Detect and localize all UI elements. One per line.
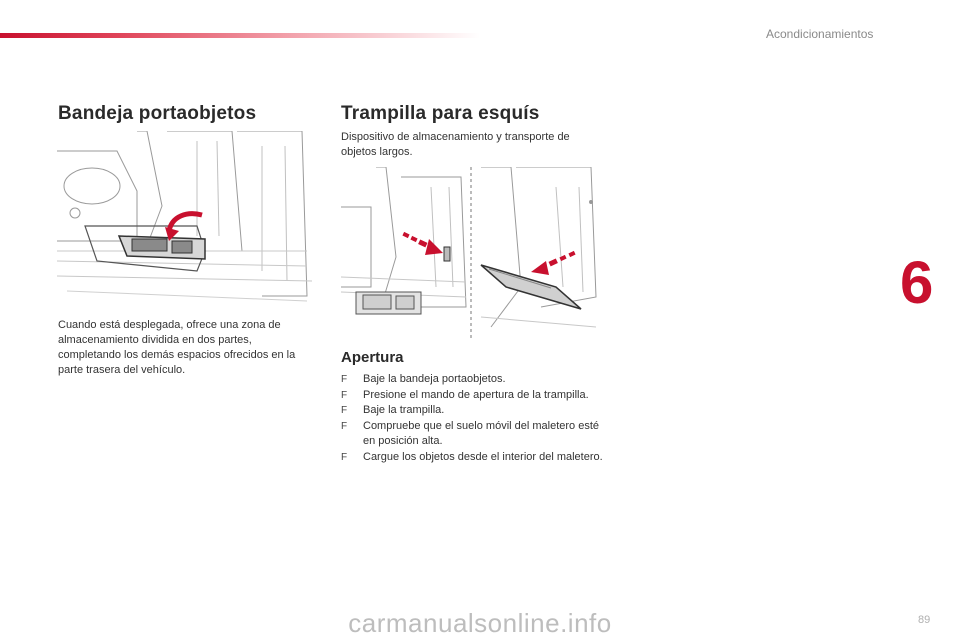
storage-tray-illustration xyxy=(57,131,318,306)
header-accent-bar xyxy=(0,33,480,38)
watermark: carmanualsonline.info xyxy=(348,607,612,638)
ski-hatch-illustration xyxy=(341,167,601,340)
ski-hatch-title: Trampilla para esquís xyxy=(341,103,540,124)
page-number: 89 xyxy=(918,614,931,626)
storage-tray-title: Bandeja portaobjetos xyxy=(58,103,257,124)
section-title: Acondicionamientos xyxy=(766,27,874,41)
bullet-icon: F xyxy=(341,389,348,401)
storage-tray-description: Cuando está desplegada, ofrece una zona de almacenamiento dividida en dos partes, completando los demás espacios ofrecidos en la parte trasera del vehículo. xyxy=(58,319,296,376)
list-item: F Presione el mando de apertura de la trampilla. xyxy=(341,388,611,404)
rear-seat-armrest-icon xyxy=(57,131,318,306)
bullet-icon: F xyxy=(341,405,348,416)
ski-hatch-seat-icon xyxy=(341,167,601,340)
bullet-icon: F xyxy=(341,420,348,432)
list-item: F Cargue los objetos desde el interior del maletero. xyxy=(341,450,611,466)
list-item: F Compruebe que el suelo móvil del maletero esté en posición alta. xyxy=(341,419,600,447)
bullet-icon: F xyxy=(341,374,348,385)
chapter-number: 6 xyxy=(900,249,934,316)
list-item: F Baje la trampilla. xyxy=(341,403,611,419)
opening-steps-list xyxy=(341,372,611,465)
ski-hatch-description: Dispositivo de almacenamiento y transporte de objetos largos. xyxy=(341,131,570,158)
list-item: F Baje la bandeja portaobjetos. xyxy=(341,372,611,388)
bullet-icon: F xyxy=(341,451,348,463)
opening-subtitle: Apertura xyxy=(341,349,404,366)
